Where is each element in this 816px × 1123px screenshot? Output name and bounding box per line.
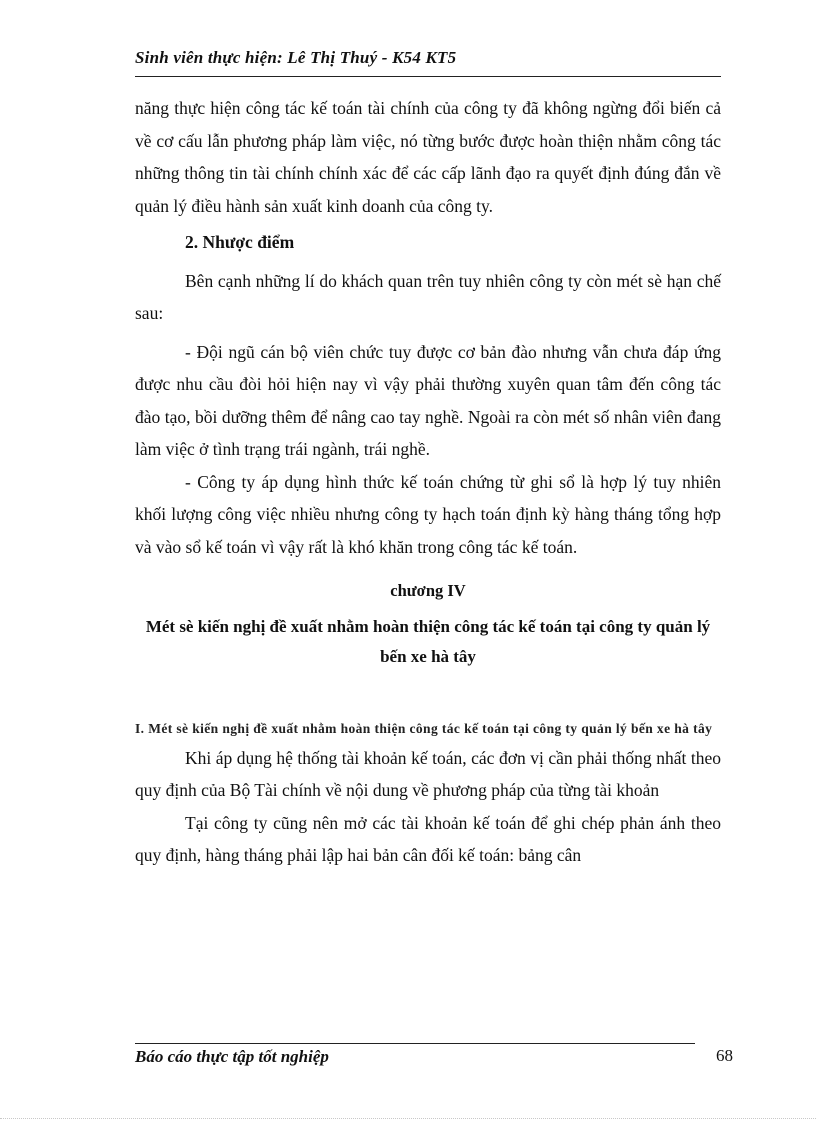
paragraph: năng thực hiện công tác kế toán tài chính của công ty đã không ngừng đổi biến cả về cơ cấu lẫn phương pháp làm việc, nó từng bước được hoàn thiện nhằm công tác những thông tin tài chính chính xác để các cấp lãnh đạo ra quyết định đúng đắn về quản lý điều hành sản xuất kinh doanh của công ty.: [135, 98, 721, 216]
paragraph: Tại công ty cũng nên mở các tài khoản kế toán để ghi chép phản ánh theo quy định, hàng tháng phải lập hai bản cân đối kế toán: bảng cân: [135, 812, 721, 865]
paragraph: Bên cạnh những lí do khách quan trên tuy nhiên công ty còn mét sè hạn chế sau:: [135, 270, 721, 323]
subheading-weaknesses: 2. Nhược điểm: [185, 232, 295, 252]
document-body: [135, 92, 721, 872]
paragraph: - Công ty áp dụng hình thức kế toán chứng từ ghi sổ là hợp lý tuy nhiên khối lượng công việc nhiều nhưng công ty hạch toán định kỳ hàng tháng tổng hợp và vào sổ kế toán vì vậy rất là khó khăn trong công tác kế toán.: [135, 471, 721, 557]
section-heading: I. Mét sè kiến nghị đề xuất nhằm hoàn thiện công tác kế toán tại công ty quản lý bến xe hà tây: [135, 720, 713, 736]
page-edge: [0, 1118, 816, 1119]
chapter-title: Mét sè kiến nghị đề xuất nhằm hoàn thiện công tác kế toán tại công ty quản lý bến xe hà tây: [145, 616, 711, 666]
page-number: 68: [716, 1046, 733, 1065]
chapter-heading: chương IV: [390, 581, 466, 600]
page-header: Sinh viên thực hiện: Lê Thị Thuý - K54 KT5: [135, 48, 457, 67]
header-rule: [135, 76, 721, 77]
footer-rule: [135, 1043, 695, 1044]
paragraph: Khi áp dụng hệ thống tài khoản kế toán, các đơn vị cần phải thống nhất theo quy định của Bộ Tài chính về nội dung về phương pháp của từng tài khoản: [135, 747, 721, 800]
footer-title: Báo cáo thực tập tốt nghiệp: [135, 1047, 329, 1066]
paragraph: - Đội ngũ cán bộ viên chức tuy được cơ bản đào nhưng vẫn chưa đáp ứng được nhu cầu đòi hỏi hiện nay vì vậy phải thường xuyên quan tâm đến công tác đào tạo, bồi dưỡng thêm để nâng cao tay nghề. Ngoài ra còn mét số nhân viên đang làm việc ở tình trạng trái ngành, trái nghề.: [135, 341, 721, 459]
